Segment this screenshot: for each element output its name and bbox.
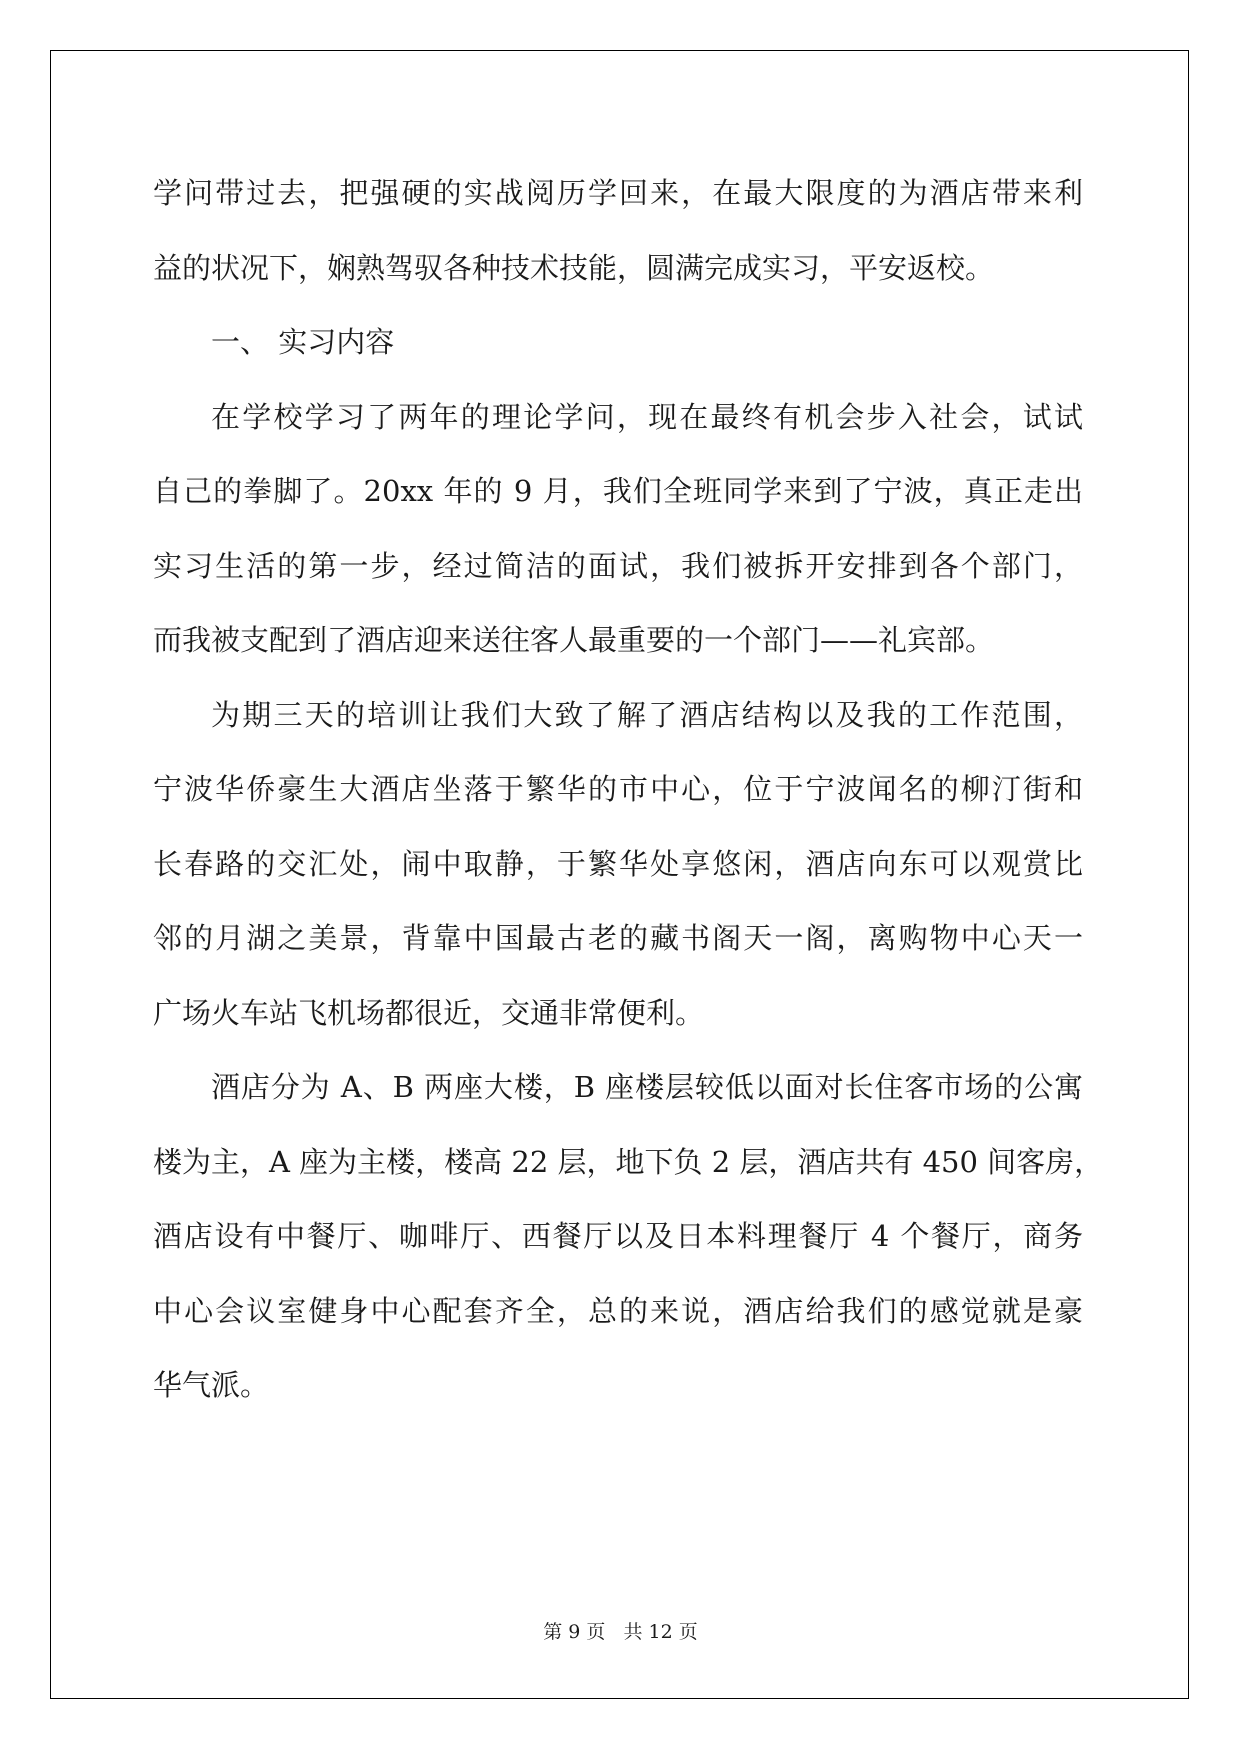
text-line: 宁波华侨豪生大酒店坐落于繁华的市中心，位于宁波闻名的柳汀街和 xyxy=(153,772,1083,806)
section-heading xyxy=(153,305,1083,380)
text-line: 为期三天的培训让我们大致了解了酒店结构以及我的工作范围， xyxy=(211,697,1083,732)
text-line: 自己的拳脚了。20xx 年的 9 月，我们全班同学来到了宁波，真正走出 xyxy=(153,474,1083,508)
heading-text: 一、 实习内容 xyxy=(211,325,395,359)
text-line: 酒店设有中餐厅、咖啡厅、西餐厅以及日本料理餐厅 4 个餐厅，商务 xyxy=(153,1219,1083,1253)
text-line: 广场火车站飞机场都很近，交通非常便利。 xyxy=(153,995,705,1030)
text-line: 益的状况下，娴熟驾驭各种技术技能，圆满完成实习，平安返校。 xyxy=(153,250,995,285)
paragraph xyxy=(153,1050,1104,1423)
paragraph xyxy=(153,380,1083,678)
page-number: 第 9 页 xyxy=(543,1621,606,1643)
text-line: 华气派。 xyxy=(153,1368,270,1402)
text-line: 中心会议室健身中心配套齐全，总的来说，酒店给我们的感觉就是豪 xyxy=(153,1293,1083,1328)
page-footer xyxy=(0,1617,1241,1644)
document-body xyxy=(153,156,1104,1423)
text-line: 邻的月湖之美景，背靠中国最古老的藏书阁天一阁，离购物中心天一 xyxy=(153,921,1083,955)
paragraph xyxy=(153,156,1083,305)
text-line: 而我被支配到了酒店迎来送往客人最重要的一个部门——礼宾部。 xyxy=(153,623,995,657)
page-total: 共 12 页 xyxy=(623,1621,698,1643)
text-line: 楼为主，A 座为主楼，楼高 22 层，地下负 2 层，酒店共有 450 间客房， xyxy=(153,1144,1104,1179)
text-line: 在学校学习了两年的理论学问，现在最终有机会步入社会，试试 xyxy=(211,399,1083,434)
paragraph xyxy=(153,678,1083,1051)
text-line: 长春路的交汇处，闹中取静，于繁华处享悠闲，酒店向东可以观赏比 xyxy=(153,846,1083,881)
text-line: 实习生活的第一步，经过简洁的面试，我们被拆开安排到各个部门， xyxy=(153,548,1083,583)
text-line: 酒店分为 A、B 两座大楼，B 座楼层较低以面对长住客市场的公寓 xyxy=(211,1070,1083,1104)
text-line: 学问带过去，把强硬的实战阅历学回来，在最大限度的为酒店带来利 xyxy=(153,176,1083,210)
